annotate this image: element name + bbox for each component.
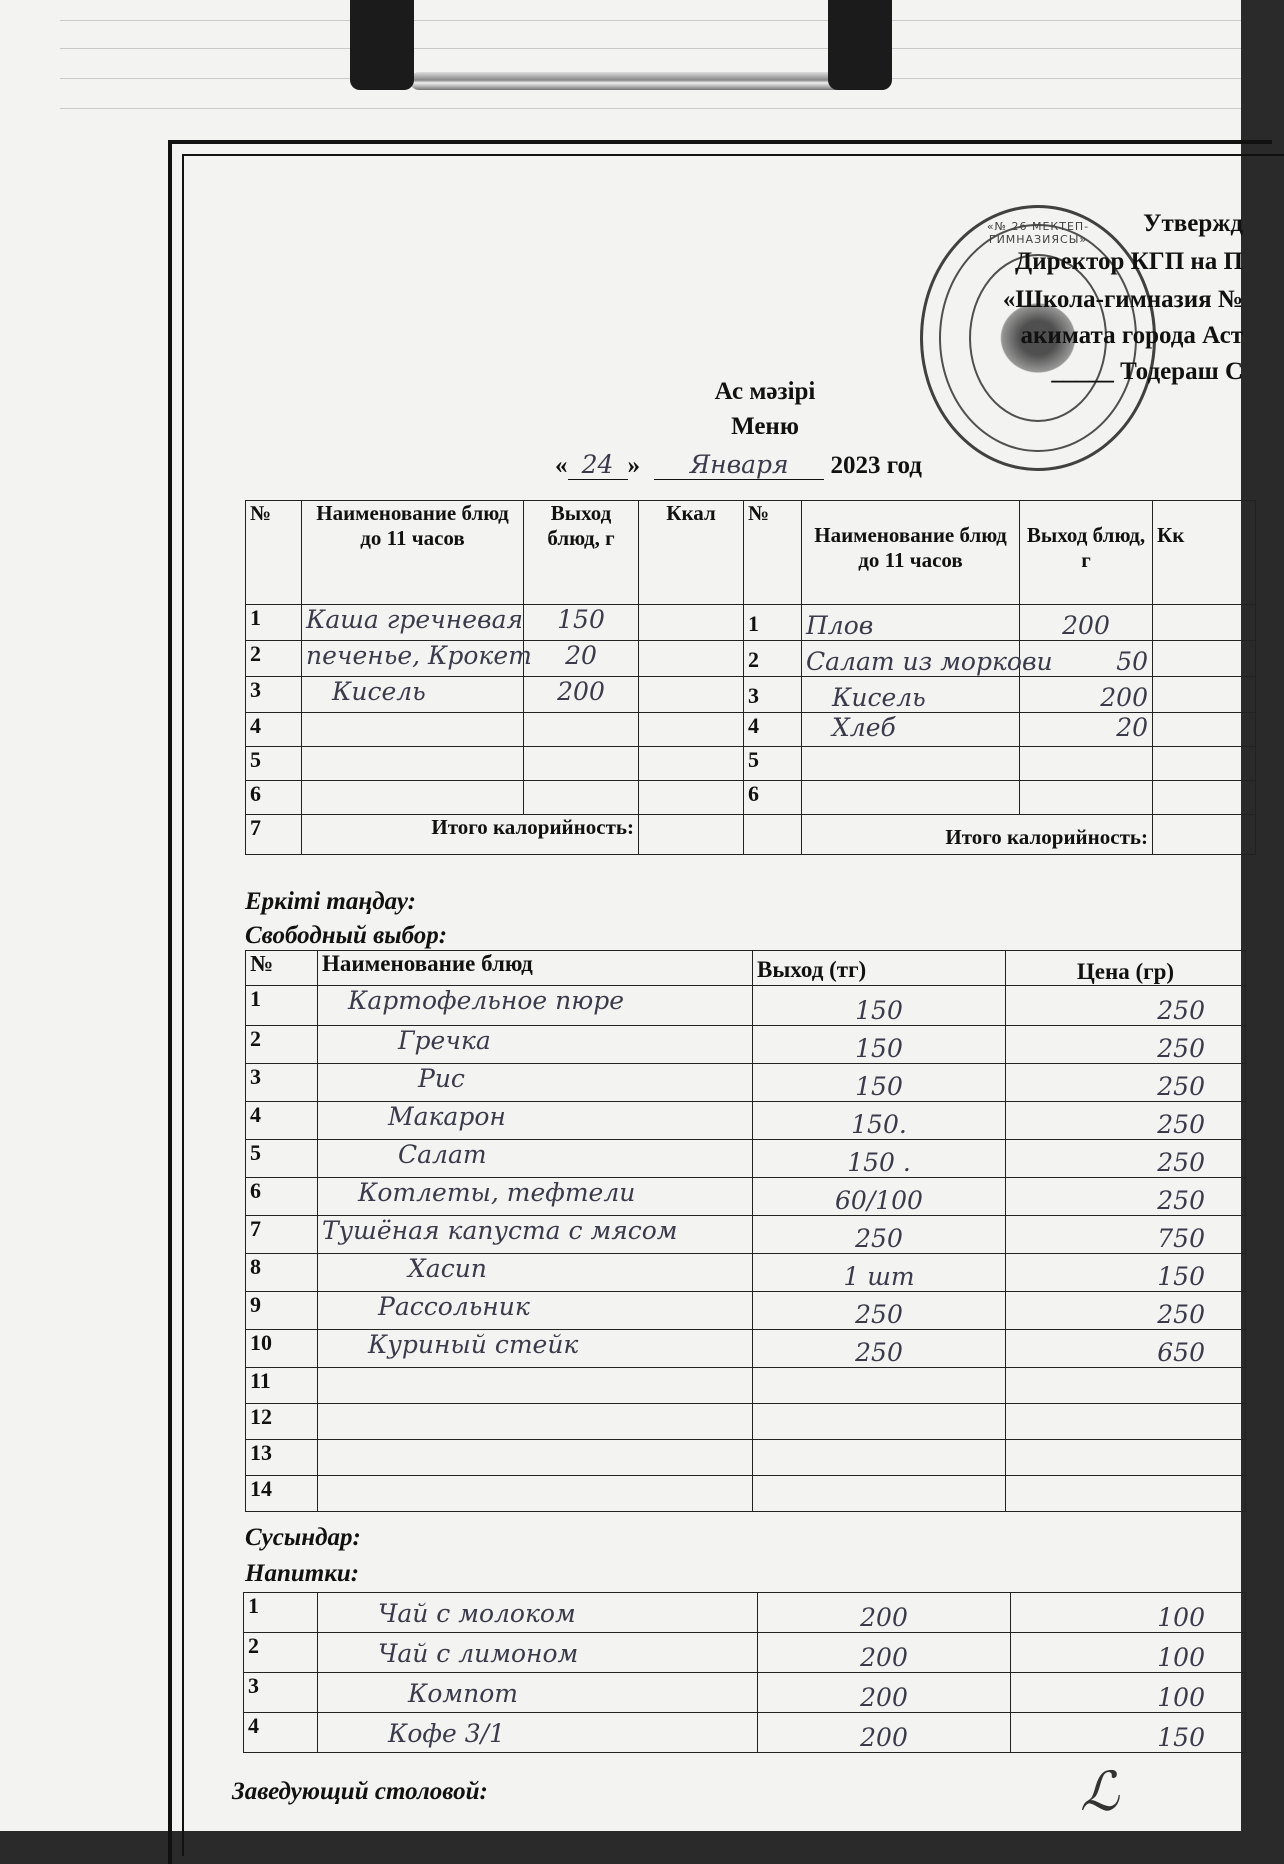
row-price — [1006, 1368, 1246, 1404]
drinks-table — [243, 1592, 1246, 1753]
quote-close: » — [627, 452, 640, 479]
row-name — [318, 1440, 753, 1476]
row-output: 150 — [753, 1026, 1006, 1064]
left-name — [302, 713, 524, 747]
right-name: Плов — [802, 605, 1020, 641]
right-no: 6 — [744, 781, 802, 815]
table-row — [246, 641, 1256, 677]
table-total-row — [246, 815, 1256, 855]
row-price: 250 — [1006, 1178, 1246, 1216]
left-no: 3 — [246, 677, 302, 713]
row-name: Чай с лимоном — [318, 1633, 758, 1673]
left-weight — [524, 713, 639, 747]
left-no: 2 — [246, 641, 302, 677]
row-output: 200 — [758, 1633, 1011, 1673]
row-name — [318, 1476, 753, 1512]
left-name: Каша гречневая — [302, 605, 524, 641]
right-weight: 200 — [1020, 677, 1153, 713]
left-no: 4 — [246, 713, 302, 747]
row-no: 14 — [246, 1476, 318, 1512]
table-row — [246, 1254, 1246, 1292]
table-row — [246, 1102, 1246, 1140]
row-output: 200 — [758, 1713, 1011, 1753]
table-row — [246, 781, 1256, 815]
row-no: 1 — [244, 1593, 318, 1633]
left-weight: 150 — [524, 605, 639, 641]
table-row — [246, 1216, 1246, 1254]
col-header-price: Цена (гр) — [1006, 951, 1246, 986]
right-no: 4 — [744, 713, 802, 747]
row-price — [1006, 1404, 1246, 1440]
row-no: 13 — [246, 1440, 318, 1476]
row-output: 150 . — [753, 1140, 1006, 1178]
row-price: 650 — [1006, 1330, 1246, 1368]
row-no: 3 — [246, 1064, 318, 1102]
menu-date — [555, 450, 922, 480]
free-choice-title-ru: Свободный выбор: — [245, 922, 448, 949]
left-kcal — [639, 713, 744, 747]
row-output: 150 — [753, 1064, 1006, 1102]
row-no: 4 — [246, 1102, 318, 1140]
row-name: Котлеты, тефтели — [318, 1178, 753, 1216]
table-row — [244, 1633, 1246, 1673]
row-no: 3 — [244, 1673, 318, 1713]
row-no: 10 — [246, 1330, 318, 1368]
right-kcal — [1153, 677, 1256, 713]
date-year: 2023 год — [830, 452, 922, 479]
right-weight: 200 — [1020, 605, 1153, 641]
approval-line-3: «Школа-гимназия № — [1002, 286, 1243, 313]
row-price: 250 — [1006, 1102, 1246, 1140]
row-output: 150. — [753, 1102, 1006, 1140]
left-kcal — [639, 781, 744, 815]
main-menu-table — [245, 500, 1256, 855]
date-day: 24 — [568, 450, 628, 480]
row-name: Тушёная капуста с мясом — [318, 1216, 753, 1254]
row-price: 100 — [1011, 1593, 1246, 1633]
row-price — [1006, 1476, 1246, 1512]
right-weight — [1020, 747, 1153, 781]
left-weight — [524, 781, 639, 815]
row-no: 9 — [246, 1292, 318, 1330]
table-row — [246, 1292, 1246, 1330]
right-no: 3 — [744, 677, 802, 713]
title-kz: Ас мәзірі — [714, 378, 816, 405]
table-row — [246, 1026, 1246, 1064]
row-output: 250 — [753, 1330, 1006, 1368]
table-row — [246, 713, 1256, 747]
row-no: 12 — [246, 1404, 318, 1440]
row-name: Картофельное пюре — [318, 986, 753, 1026]
canteen-manager-label: Заведующий столовой: — [232, 1778, 488, 1805]
right-total-blank — [744, 815, 802, 855]
left-no: 5 — [246, 747, 302, 781]
row-no: 4 — [244, 1713, 318, 1753]
left-kcal — [639, 677, 744, 713]
col-header-no: № — [246, 951, 318, 986]
col-header-output: Выход (тг) — [753, 951, 1006, 986]
clipboard-clip-left — [350, 0, 414, 90]
row-name — [318, 1404, 753, 1440]
left-no: 6 — [246, 781, 302, 815]
stamp-text: «№ 26 МЕКТЕП-ГИМНАЗИЯСЫ» — [986, 220, 1090, 246]
signature-icon: ℒ — [1080, 1760, 1119, 1823]
row-price: 100 — [1011, 1673, 1246, 1713]
approval-line-2: Директор КГП на П — [1015, 248, 1243, 275]
table-row — [246, 605, 1256, 641]
right-weight: 50 — [1020, 641, 1153, 677]
row-output: 60/100 — [753, 1178, 1006, 1216]
row-price: 750 — [1006, 1216, 1246, 1254]
drinks-title-ru: Напитки: — [245, 1560, 360, 1587]
row-price: 250 — [1006, 1140, 1246, 1178]
row-name: Рассольник — [318, 1292, 753, 1330]
row-name: Гречка — [318, 1026, 753, 1064]
right-kcal — [1153, 713, 1256, 747]
row-output: 200 — [758, 1673, 1011, 1713]
right-kcal — [1153, 747, 1256, 781]
row-price: 150 — [1006, 1254, 1246, 1292]
title-ru: Меню — [731, 413, 799, 440]
row-name: Рис — [318, 1064, 753, 1102]
table-row — [246, 1368, 1246, 1404]
right-name: Хлеб — [802, 713, 1020, 747]
row-output — [753, 1476, 1006, 1512]
free-choice-table — [245, 950, 1246, 1512]
right-kcal — [1153, 781, 1256, 815]
row-name — [318, 1368, 753, 1404]
date-month: Января — [654, 450, 824, 480]
col-header-no: № — [744, 501, 802, 605]
col-header-name: Наименование блюд до 11 часов — [302, 501, 524, 605]
row-name: Куриный стейк — [318, 1330, 753, 1368]
left-total-label: Итого калорийность: — [302, 815, 639, 855]
right-kcal — [1153, 605, 1256, 641]
row-no: 5 — [246, 1140, 318, 1178]
right-weight: 20 — [1020, 713, 1153, 747]
row-no: 2 — [246, 1026, 318, 1064]
ruled-line — [60, 108, 1241, 109]
right-name: Салат из моркови — [802, 641, 1020, 677]
right-no: 1 — [744, 605, 802, 641]
right-no: 2 — [744, 641, 802, 677]
left-weight: 200 — [524, 677, 639, 713]
table-header-row — [246, 501, 1256, 605]
left-no: 1 — [246, 605, 302, 641]
left-name: Кисель — [302, 677, 524, 713]
col-header-name: Наименование блюд до 11 часов — [802, 501, 1020, 605]
right-name: Кисель — [802, 677, 1020, 713]
col-header-kcal: Ккал — [639, 501, 744, 605]
left-name: печенье, Крокет — [302, 641, 524, 677]
row-price: 100 — [1011, 1633, 1246, 1673]
row-output: 250 — [753, 1292, 1006, 1330]
left-weight: 20 — [524, 641, 639, 677]
right-name — [802, 781, 1020, 815]
row-output: 150 — [753, 986, 1006, 1026]
table-row — [246, 1178, 1246, 1216]
col-header-weight: Выход блюд, г — [1020, 501, 1153, 605]
row-name: Кофе 3/1 — [318, 1713, 758, 1753]
table-row — [246, 1330, 1246, 1368]
left-total-kcal — [639, 815, 744, 855]
col-header-weight: Выход блюд, г — [524, 501, 639, 605]
row-price: 250 — [1006, 1026, 1246, 1064]
row-no: 7 — [246, 1216, 318, 1254]
right-weight — [1020, 781, 1153, 815]
row-no: 6 — [246, 1178, 318, 1216]
right-name — [802, 747, 1020, 781]
row-output — [753, 1368, 1006, 1404]
col-header-name: Наименование блюд — [318, 951, 753, 986]
free-choice-title-kz: Еркіті таңдау: — [245, 888, 416, 915]
approval-line-5: _____ Тодераш С — [1051, 358, 1243, 385]
table-row — [246, 677, 1256, 713]
row-no: 11 — [246, 1368, 318, 1404]
row-no: 1 — [246, 986, 318, 1026]
right-kcal — [1153, 641, 1256, 677]
left-kcal — [639, 605, 744, 641]
table-header-row — [246, 951, 1246, 986]
row-output — [753, 1404, 1006, 1440]
left-name — [302, 781, 524, 815]
table-row — [244, 1673, 1246, 1713]
right-total-kcal — [1153, 815, 1256, 855]
table-row — [246, 747, 1256, 781]
col-header-no: № — [246, 501, 302, 605]
row-no: 2 — [244, 1633, 318, 1673]
ruled-line — [60, 48, 1241, 49]
table-row — [244, 1593, 1246, 1633]
approval-line-4: акимата города Аст — [1020, 322, 1243, 349]
clipboard-clip-right — [828, 0, 892, 90]
row-output: 250 — [753, 1216, 1006, 1254]
row-price: 150 — [1011, 1713, 1246, 1753]
table-row — [246, 1476, 1246, 1512]
row-price: 250 — [1006, 986, 1246, 1026]
row-price: 250 — [1006, 1064, 1246, 1102]
table-row — [246, 1140, 1246, 1178]
row-output: 200 — [758, 1593, 1011, 1633]
row-name: Салат — [318, 1140, 753, 1178]
row-price: 250 — [1006, 1292, 1246, 1330]
drinks-title-kz: Сусындар: — [245, 1524, 361, 1551]
quote-open: « — [555, 452, 568, 479]
right-no: 5 — [744, 747, 802, 781]
left-kcal — [639, 641, 744, 677]
left-no: 7 — [246, 815, 302, 855]
table-row — [246, 1404, 1246, 1440]
approval-line-1: Утвержд — [1143, 210, 1243, 237]
row-name: Хасип — [318, 1254, 753, 1292]
row-output — [753, 1440, 1006, 1476]
row-no: 8 — [246, 1254, 318, 1292]
row-output: 1 шт — [753, 1254, 1006, 1292]
col-header-kcal: Кк — [1153, 501, 1256, 605]
row-name: Чай с молоком — [318, 1593, 758, 1633]
table-row — [246, 1440, 1246, 1476]
ruled-line — [60, 20, 1241, 21]
row-name: Компот — [318, 1673, 758, 1713]
clipboard-clip-bar — [410, 72, 880, 90]
table-row — [246, 986, 1246, 1026]
right-total-label: Итого калорийность: — [802, 815, 1153, 855]
left-name — [302, 747, 524, 781]
row-name: Макарон — [318, 1102, 753, 1140]
table-row — [244, 1713, 1246, 1753]
left-kcal — [639, 747, 744, 781]
row-price — [1006, 1440, 1246, 1476]
table-row — [246, 1064, 1246, 1102]
left-weight — [524, 747, 639, 781]
